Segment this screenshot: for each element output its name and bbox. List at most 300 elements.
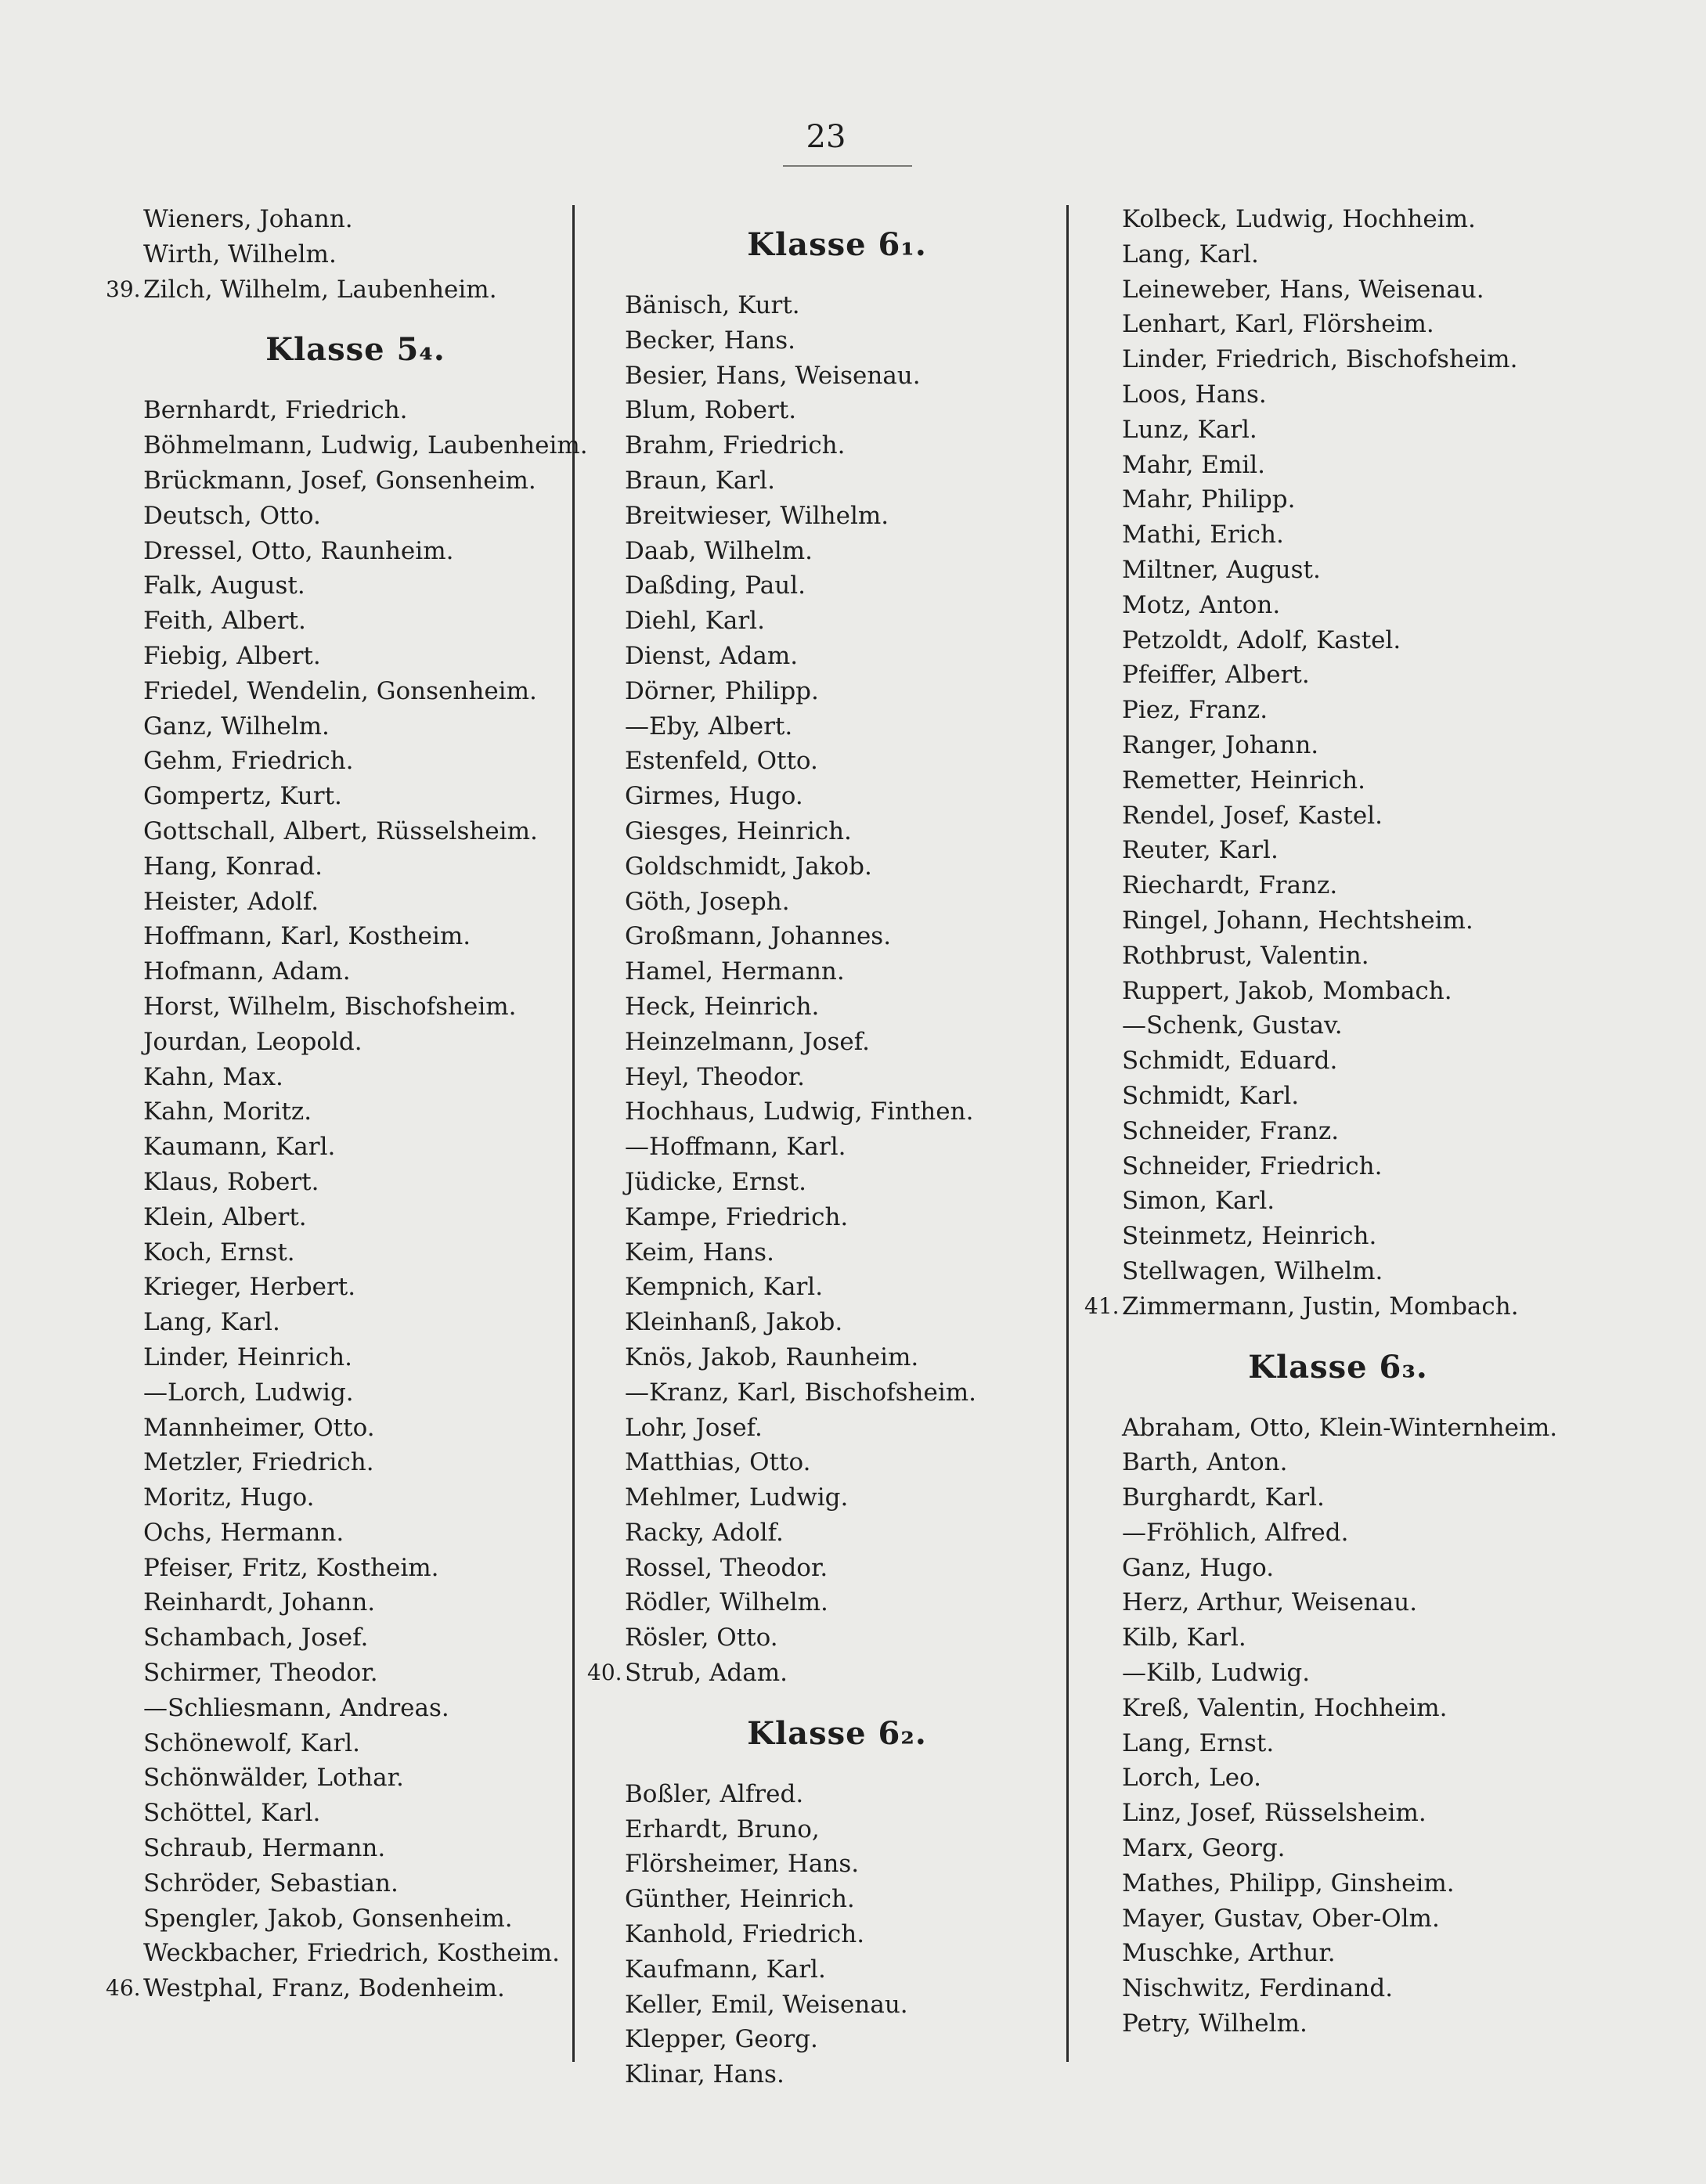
entry-text: —Hoffmann, Karl. <box>625 1133 846 1162</box>
name-entry <box>587 1917 1049 1952</box>
entry-text: Heinzelmann, Josef. <box>625 1027 870 1056</box>
entry-text: Kaumann, Karl. <box>143 1133 336 1162</box>
name-entry <box>106 1585 568 1620</box>
name-entry <box>106 428 588 463</box>
entry-text: Marx, Georg. <box>1122 1834 1286 1863</box>
entry-text: Hang, Konrad. <box>143 852 323 881</box>
name-entry <box>587 779 1049 814</box>
entry-text: Kempnich, Karl. <box>625 1273 824 1302</box>
entry-text: Keim, Hans. <box>625 1238 774 1267</box>
name-entry <box>1084 1184 1554 1219</box>
name-entry <box>106 1200 568 1235</box>
entry-text: Schneider, Franz. <box>1122 1116 1340 1145</box>
name-entry <box>587 359 1049 394</box>
column-3 <box>1084 202 1558 2042</box>
entry-text: Brahm, Friedrich. <box>625 431 846 460</box>
entry-text: Linder, Heinrich. <box>143 1342 352 1371</box>
name-entry <box>1084 1079 1554 1114</box>
name-entry <box>1084 1796 1554 1831</box>
name-entry <box>106 1025 568 1060</box>
entry-text: Matthias, Otto. <box>625 1448 811 1477</box>
entry-text: Krieger, Herbert. <box>143 1273 356 1302</box>
name-entry <box>1084 1831 1554 1866</box>
entry-text: Kampe, Friedrich. <box>625 1202 849 1231</box>
name-entry <box>1084 1866 1554 1901</box>
name-entry <box>587 1812 1049 1847</box>
name-entry <box>1084 1043 1554 1079</box>
name-entry <box>1084 798 1554 834</box>
name-entry <box>587 1340 1049 1375</box>
name-entry <box>106 1936 568 1971</box>
name-entry <box>106 639 568 674</box>
entry-text: Großmann, Johannes. <box>625 922 892 951</box>
entry-text: Fiebig, Albert. <box>143 641 321 670</box>
name-entry <box>1084 1289 1554 1324</box>
column-1 <box>106 202 588 2006</box>
name-entry <box>587 1094 1049 1130</box>
entry-text: Günther, Heinrich. <box>625 1885 855 1914</box>
name-entry <box>106 463 568 499</box>
entry-text: Lohr, Josef. <box>625 1413 763 1442</box>
name-entry <box>587 709 1049 744</box>
name-entry <box>1084 377 1554 413</box>
column-2 <box>587 202 1049 2092</box>
name-entry <box>106 1796 568 1831</box>
name-entry <box>1084 763 1554 798</box>
name-entry <box>587 1847 1049 1882</box>
name-entry <box>106 744 568 779</box>
entry-text: Ringel, Johann, Hechtsheim. <box>1122 906 1473 935</box>
name-entry <box>587 323 1049 359</box>
name-entry <box>1084 1411 1558 1446</box>
name-entry <box>106 885 568 920</box>
name-entry <box>106 1094 568 1130</box>
name-entry <box>106 1831 568 1866</box>
class-heading: Klasse 5₄. <box>265 331 445 369</box>
name-entry <box>106 604 568 639</box>
name-entry <box>106 1305 568 1340</box>
entry-text: Ochs, Hermann. <box>143 1518 344 1547</box>
name-entry <box>587 1200 1049 1235</box>
name-entry <box>106 1270 568 1305</box>
name-entry <box>587 1270 1049 1305</box>
entry-text: Jourdan, Leopold. <box>143 1027 362 1056</box>
name-entry <box>1084 1480 1554 1515</box>
entry-text: Strub, Adam. <box>625 1659 788 1688</box>
entry-text: Falk, August. <box>143 571 305 600</box>
entry-text: Muschke, Arthur. <box>1122 1939 1336 1968</box>
name-entry <box>587 1777 1049 1812</box>
entry-text: Kleinhanß, Jakob. <box>625 1308 843 1337</box>
name-entry <box>587 1515 1049 1551</box>
name-entry <box>587 463 1049 499</box>
name-entry <box>1084 1219 1554 1254</box>
entry-text: Schambach, Josef. <box>143 1624 369 1652</box>
name-entry <box>1084 1114 1554 1149</box>
name-entry <box>587 1882 1049 1917</box>
entry-text: Riechardt, Franz. <box>1122 871 1338 900</box>
entry-text: Pfeiser, Fritz, Kostheim. <box>143 1553 439 1582</box>
name-entry <box>106 1866 568 1901</box>
name-entry <box>587 1656 1049 1691</box>
entry-text: Giesges, Heinrich. <box>625 816 852 845</box>
entry-text: Daab, Wilhelm. <box>625 536 813 565</box>
name-entry <box>1084 1901 1554 1937</box>
entry-text: Gompertz, Kurt. <box>143 782 342 811</box>
name-entry <box>587 2022 1049 2057</box>
entry-text: Reuter, Karl. <box>1122 836 1279 865</box>
name-entry <box>1084 903 1554 939</box>
entry-text: Rödler, Wilhelm. <box>625 1588 828 1617</box>
entry-text: Jüdicke, Ernst. <box>625 1167 806 1196</box>
entry-text: Schönewolf, Karl. <box>143 1728 360 1757</box>
entry-text: Piez, Franz. <box>1122 696 1268 725</box>
name-entry <box>587 604 1049 639</box>
entry-count-number: 46. <box>106 1975 141 2002</box>
name-entry <box>106 202 568 237</box>
name-entry <box>106 499 568 534</box>
name-entry <box>1084 1445 1554 1480</box>
name-entry <box>106 674 568 709</box>
entry-text: Schraub, Hermann. <box>143 1834 386 1863</box>
entry-text: Schröder, Sebastian. <box>143 1869 399 1897</box>
entry-text: Reinhardt, Johann. <box>143 1588 376 1617</box>
entry-text: —Fröhlich, Alfred. <box>1122 1518 1349 1547</box>
entry-text: Mahr, Emil. <box>1122 450 1266 479</box>
entry-text: Schirmer, Theodor. <box>143 1659 378 1688</box>
name-entry <box>106 1726 568 1761</box>
entry-text: Metzler, Friedrich. <box>143 1448 374 1477</box>
name-entry <box>1084 974 1554 1009</box>
name-entry <box>106 1411 568 1446</box>
entry-text: Diehl, Karl. <box>625 607 765 636</box>
name-entry <box>1084 939 1554 974</box>
entry-text: Loos, Hans. <box>1122 380 1267 409</box>
entry-text: Heyl, Theodor. <box>625 1062 805 1091</box>
entry-text: Böhmelmann, Ludwig, Laubenheim. <box>143 431 588 460</box>
name-entry <box>1084 342 1554 377</box>
name-entry <box>587 954 1049 989</box>
column-divider-right <box>1066 205 1069 2062</box>
entry-text: Wirth, Wilhelm. <box>143 240 337 268</box>
entry-text: Rothbrust, Valentin. <box>1122 941 1369 970</box>
name-entry <box>1084 658 1554 693</box>
entry-text: Koch, Ernst. <box>143 1238 295 1267</box>
name-entry <box>106 1971 568 2006</box>
name-entry <box>106 1551 568 1586</box>
entry-text: Schmidt, Karl. <box>1122 1081 1300 1110</box>
name-entry <box>587 1130 1049 1165</box>
name-entry <box>1084 1620 1554 1656</box>
entry-text: Moritz, Hugo. <box>143 1483 315 1512</box>
name-entry <box>1084 1515 1554 1551</box>
entry-text: Motz, Anton. <box>1122 590 1281 619</box>
name-entry <box>587 1411 1049 1446</box>
entry-text: Deutsch, Otto. <box>143 501 321 530</box>
name-entry <box>106 1235 568 1270</box>
name-entry <box>587 1620 1049 1656</box>
name-entry <box>106 1165 568 1200</box>
entry-text: Brückmann, Josef, Gonsenheim. <box>143 466 536 495</box>
name-entry <box>106 1515 568 1551</box>
entry-text: Remetter, Heinrich. <box>1122 766 1365 795</box>
entry-text: Schmidt, Eduard. <box>1122 1047 1338 1076</box>
name-entry <box>1084 1761 1554 1796</box>
entry-text: Heck, Heinrich. <box>625 992 820 1021</box>
entry-text: Bernhardt, Friedrich. <box>143 396 408 425</box>
entry-count-number: 40. <box>587 1660 622 1686</box>
name-entry <box>1084 728 1554 763</box>
entry-text: —Kilb, Ludwig. <box>1122 1659 1311 1688</box>
entry-text: Goldschmidt, Jakob. <box>625 852 872 881</box>
entry-text: Boßler, Alfred. <box>625 1779 804 1808</box>
entry-text: Klein, Albert. <box>143 1202 307 1231</box>
entry-text: Becker, Hans. <box>625 326 795 355</box>
name-entry <box>106 272 568 308</box>
name-entry <box>106 954 568 989</box>
entry-text: Braun, Karl. <box>625 466 775 495</box>
name-entry <box>106 1060 568 1095</box>
name-entry <box>106 237 568 272</box>
entry-text: Flörsheimer, Hans. <box>625 1850 860 1879</box>
entry-text: Abraham, Otto, Klein-Winternheim. <box>1122 1413 1558 1442</box>
entry-text: Schneider, Friedrich. <box>1122 1151 1383 1180</box>
name-entry <box>587 1165 1049 1200</box>
name-entry <box>106 1691 568 1726</box>
name-entry <box>1084 1726 1554 1761</box>
entry-text: Hochhaus, Ludwig, Finthen. <box>625 1097 974 1126</box>
class-heading: Klasse 6₃. <box>1248 1348 1428 1386</box>
entry-text: —Eby, Albert. <box>625 712 793 741</box>
entry-text: Mahr, Philipp. <box>1122 485 1296 514</box>
entry-text: Ruppert, Jakob, Mombach. <box>1122 976 1452 1005</box>
entry-text: Rösler, Otto. <box>625 1624 778 1652</box>
name-entry <box>106 568 568 604</box>
entry-text: Blum, Robert. <box>625 396 797 425</box>
name-entry <box>106 919 568 954</box>
entry-text: —Kranz, Karl, Bischofsheim. <box>625 1378 977 1407</box>
name-entry <box>1084 202 1554 237</box>
entry-text: Schöttel, Karl. <box>143 1799 321 1828</box>
entry-text: Klinar, Hans. <box>625 2060 784 2089</box>
entry-text: Petzoldt, Adolf, Kastel. <box>1122 625 1401 654</box>
entry-text: Kahn, Moritz. <box>143 1097 312 1126</box>
entry-count-number: 39. <box>106 276 141 302</box>
name-entry <box>106 1901 568 1937</box>
entry-text: Daßding, Paul. <box>625 571 806 600</box>
name-entry <box>106 1445 568 1480</box>
entry-text: Breitwieser, Wilhelm. <box>625 501 889 530</box>
name-entry <box>1084 1936 1554 1971</box>
entry-text: Pfeiffer, Albert. <box>1122 661 1310 690</box>
entry-text: Westphal, Franz, Bodenheim. <box>143 1974 505 2003</box>
entry-text: Zilch, Wilhelm, Laubenheim. <box>143 275 497 304</box>
entry-text: Klepper, Georg. <box>625 2025 818 2054</box>
entry-text: Hamel, Hermann. <box>625 957 845 986</box>
name-entry <box>106 1480 568 1515</box>
entry-text: Horst, Wilhelm, Bischofsheim. <box>143 992 517 1021</box>
entry-text: —Lorch, Ludwig. <box>143 1378 354 1407</box>
entry-text: Hoffmann, Karl, Kostheim. <box>143 922 471 951</box>
entry-text: —Schliesmann, Andreas. <box>143 1693 449 1722</box>
name-entry <box>587 919 1049 954</box>
entry-text: Keller, Emil, Weisenau. <box>625 1990 908 2019</box>
name-entry <box>587 814 1049 849</box>
name-entry <box>587 1305 1049 1340</box>
class-heading: Klasse 6₁. <box>747 226 927 263</box>
name-entry <box>106 534 568 569</box>
name-entry <box>1084 307 1554 342</box>
entry-text: Miltner, August. <box>1122 555 1321 584</box>
name-entry <box>106 1656 568 1691</box>
name-entry <box>1084 1008 1554 1043</box>
name-entry <box>587 1988 1049 2023</box>
entry-text: Wieners, Johann. <box>143 205 353 233</box>
entry-text: Lang, Karl. <box>1122 240 1259 268</box>
name-entry <box>587 568 1049 604</box>
name-entry <box>1084 482 1554 517</box>
entry-text: Lenhart, Karl, Flörsheim. <box>1122 310 1434 339</box>
name-entry <box>1084 272 1554 308</box>
entry-text: Dörner, Philipp. <box>625 676 819 705</box>
page-number: 23 <box>806 119 846 155</box>
name-entry <box>1084 448 1554 483</box>
name-entry <box>1084 237 1554 272</box>
name-entry <box>587 1551 1049 1586</box>
entry-text: Barth, Anton. <box>1122 1448 1288 1477</box>
entry-text: Kanhold, Friedrich. <box>625 1920 865 1949</box>
entry-text: Feith, Albert. <box>143 607 306 636</box>
entry-text: Lang, Ernst. <box>1122 1728 1275 1757</box>
name-entry <box>1084 623 1554 658</box>
entry-text: Dressel, Otto, Raunheim. <box>143 536 454 565</box>
entry-text: Erhardt, Bruno, <box>625 1815 820 1843</box>
column-divider-left <box>572 205 575 2062</box>
name-entry <box>1084 1971 1554 2006</box>
name-entry <box>106 1340 568 1375</box>
entry-text: Petry, Wilhelm. <box>1122 2009 1307 2038</box>
name-entry <box>106 1761 568 1796</box>
entry-text: Lorch, Leo. <box>1122 1764 1262 1793</box>
entry-text: Besier, Hans, Weisenau. <box>625 361 921 390</box>
name-entry <box>587 1375 1049 1411</box>
name-entry <box>587 674 1049 709</box>
entry-text: Gehm, Friedrich. <box>143 747 354 776</box>
entry-text: Leineweber, Hans, Weisenau. <box>1122 275 1484 304</box>
entry-text: Zimmermann, Justin, Mombach. <box>1122 1292 1519 1321</box>
name-entry <box>587 639 1049 674</box>
entry-text: Weckbacher, Friedrich, Kostheim. <box>143 1939 560 1968</box>
entry-text: Gottschall, Albert, Rüsselsheim. <box>143 816 538 845</box>
entry-text: Friedel, Wendelin, Gonsenheim. <box>143 676 537 705</box>
entry-text: Steinmetz, Heinrich. <box>1122 1222 1377 1251</box>
name-entry <box>587 1480 1049 1515</box>
name-entry <box>106 989 568 1025</box>
name-entry <box>587 1235 1049 1270</box>
entry-text: Kilb, Karl. <box>1122 1624 1246 1652</box>
name-entry <box>587 1585 1049 1620</box>
name-entry <box>1084 553 1554 588</box>
class-heading: Klasse 6₂. <box>747 1714 927 1752</box>
name-entry <box>587 1445 1049 1480</box>
page-number-rule <box>783 165 912 167</box>
name-entry <box>1084 833 1554 868</box>
name-entry <box>587 885 1049 920</box>
name-entry <box>587 534 1049 569</box>
name-entry <box>587 849 1049 885</box>
entry-text: Heister, Adolf. <box>143 887 319 916</box>
entry-text: Klaus, Robert. <box>143 1167 319 1196</box>
name-entry <box>587 744 1049 779</box>
name-entry <box>587 288 1049 323</box>
name-entry <box>587 989 1049 1025</box>
name-entry <box>106 779 568 814</box>
entry-text: Dienst, Adam. <box>625 641 799 670</box>
name-entry <box>1084 868 1554 903</box>
entry-text: Spengler, Jakob, Gonsenheim. <box>143 1904 513 1933</box>
entry-text: Kolbeck, Ludwig, Hochheim. <box>1122 205 1476 233</box>
name-entry <box>587 2057 1049 2092</box>
name-entry <box>1084 413 1554 448</box>
entry-text: Ganz, Wilhelm. <box>143 712 330 741</box>
entry-text: Ranger, Johann. <box>1122 730 1319 759</box>
entry-text: Mathi, Erich. <box>1122 521 1284 550</box>
name-entry <box>587 1025 1049 1060</box>
entry-text: Lunz, Karl. <box>1122 415 1257 444</box>
entry-text: Lang, Karl. <box>143 1308 280 1337</box>
entry-text: Kreß, Valentin, Hochheim. <box>1122 1693 1448 1722</box>
entry-text: Mannheimer, Otto. <box>143 1413 375 1442</box>
name-entry <box>106 393 568 428</box>
name-entry <box>106 814 568 849</box>
entry-text: —Schenk, Gustav. <box>1122 1011 1343 1040</box>
name-entry <box>587 428 1049 463</box>
name-entry <box>1084 1149 1554 1184</box>
entry-text: Knös, Jakob, Raunheim. <box>625 1342 919 1371</box>
entry-text: Herz, Arthur, Weisenau. <box>1122 1588 1418 1617</box>
name-entry <box>1084 2006 1554 2042</box>
entry-text: Mehlmer, Ludwig. <box>625 1483 849 1512</box>
entry-text: Rendel, Josef, Kastel. <box>1122 801 1383 830</box>
entry-text: Mathes, Philipp, Ginsheim. <box>1122 1869 1455 1897</box>
entry-text: Kahn, Max. <box>143 1062 283 1091</box>
entry-text: Linz, Josef, Rüsselsheim. <box>1122 1799 1426 1828</box>
entry-text: Stellwagen, Wilhelm. <box>1122 1256 1383 1285</box>
name-entry <box>1084 1691 1554 1726</box>
name-entry <box>106 709 568 744</box>
name-entry <box>1084 517 1554 553</box>
entry-text: Hofmann, Adam. <box>143 957 351 986</box>
entry-text: Burghardt, Karl. <box>1122 1483 1325 1512</box>
name-entry <box>587 499 1049 534</box>
name-entry <box>587 393 1049 428</box>
name-entry <box>106 1130 568 1165</box>
entry-text: Estenfeld, Otto. <box>625 747 818 776</box>
name-entry <box>587 1952 1049 1988</box>
name-entry <box>1084 693 1554 728</box>
entry-text: Göth, Joseph. <box>625 887 790 916</box>
entry-count-number: 41. <box>1084 1292 1120 1319</box>
name-entry <box>1084 588 1554 623</box>
entry-text: Kaufmann, Karl. <box>625 1955 826 1984</box>
entry-text: Schönwälder, Lothar. <box>143 1764 404 1793</box>
name-entry <box>106 1375 568 1411</box>
name-entry <box>1084 1551 1554 1586</box>
name-entry <box>106 849 568 885</box>
name-entry <box>1084 1254 1554 1289</box>
entry-text: Nischwitz, Ferdinand. <box>1122 1974 1394 2003</box>
name-entry <box>106 1620 568 1656</box>
